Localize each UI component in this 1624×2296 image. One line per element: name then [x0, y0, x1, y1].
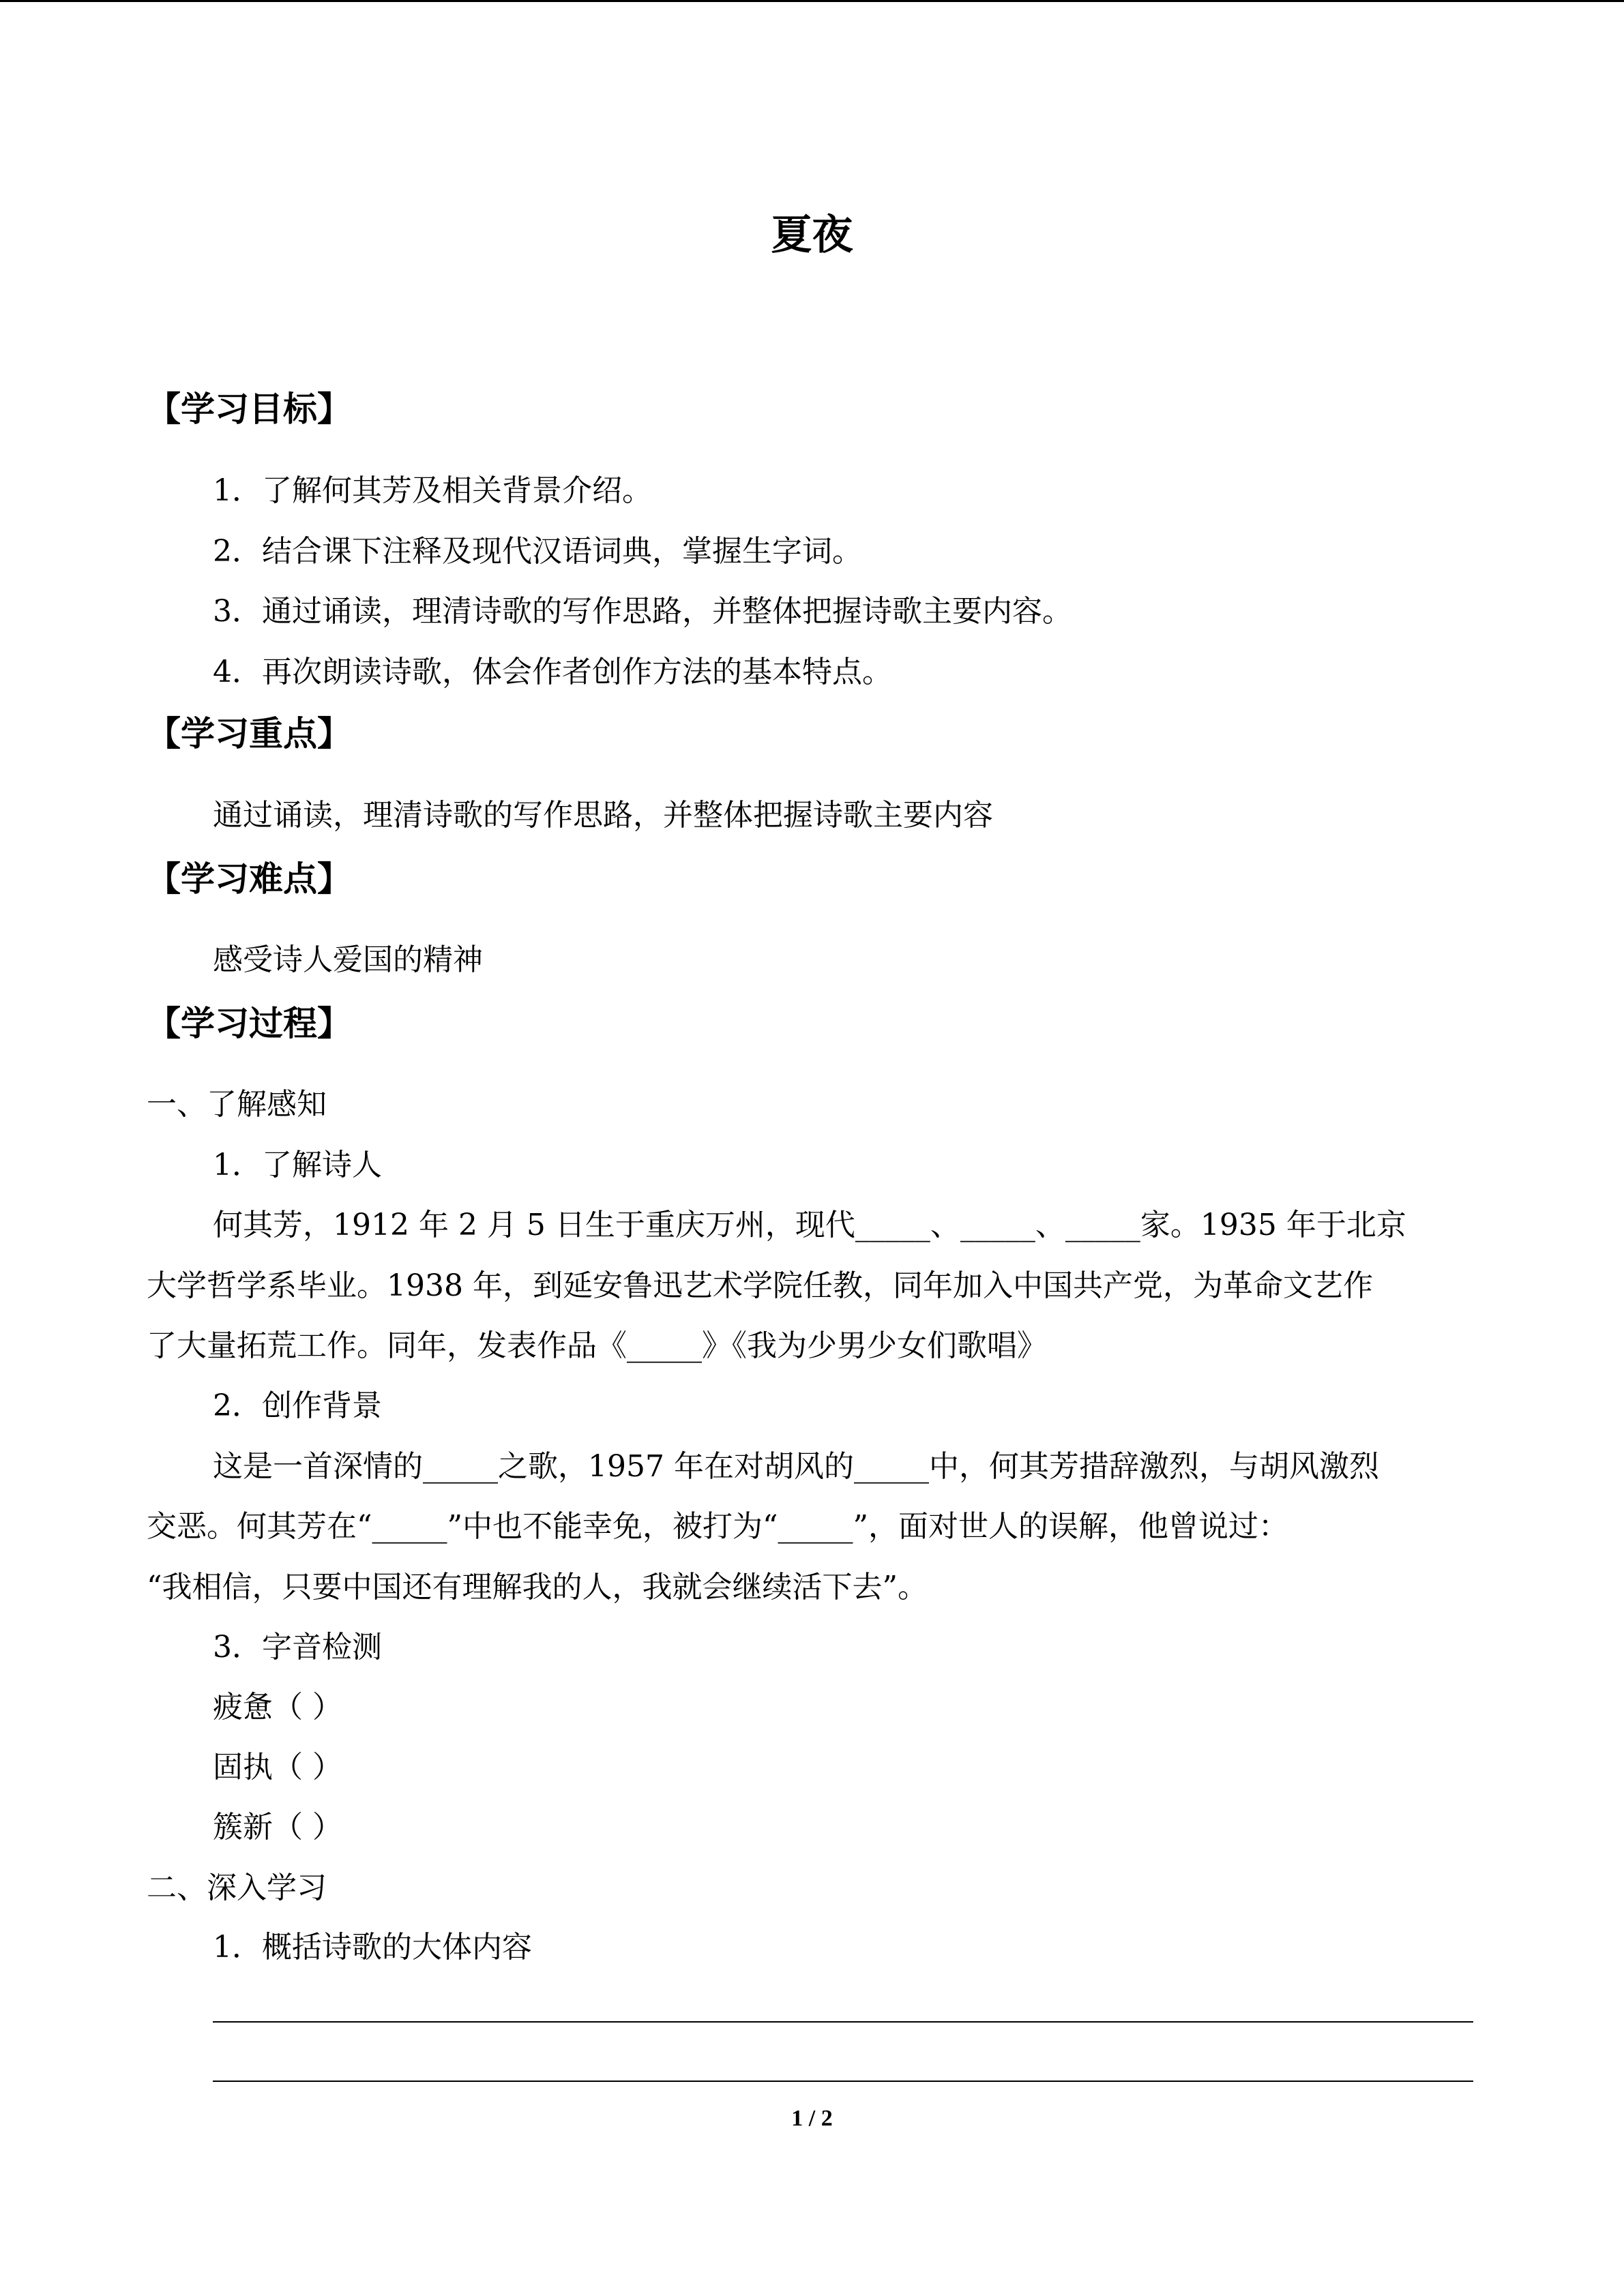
background-para-line-1: 这是一首深情的_____之歌，1957 年在对胡风的_____中，何其芳措辞激烈，与胡风激烈	[213, 1449, 1379, 1484]
item4-title: 1．概括诗歌的大体内容	[213, 1930, 532, 1965]
item1-title: 1．了解诗人	[213, 1148, 382, 1182]
page-top-border	[0, 0, 1624, 2]
background-para-line-3: “我相信，只要中国还有理解我的人，我就会继续活下去”。	[147, 1570, 928, 1605]
answer-line-2[interactable]	[213, 2081, 1473, 2082]
focus-text: 通过诵读，理清诗歌的写作思路，并整体把握诗歌主要内容	[213, 798, 993, 833]
part2-title: 二、深入学习	[147, 1870, 327, 1905]
difficulty-text: 感受诗人爱国的精神	[213, 942, 483, 977]
pinyin-item-2: 固执（ ）	[213, 1750, 342, 1785]
poet-para-line-2: 大学哲学系毕业。1938 年，到延安鲁迅艺术学院任教，同年加入中国共产党，为革命文艺作	[147, 1268, 1373, 1303]
background-para-line-2: 交恶。何其芳在“_____”中也不能幸免，被打为“_____”，面对世人的误解，他曾说过：	[147, 1509, 1288, 1544]
item2-title: 2．创作背景	[213, 1388, 382, 1423]
goal-item-1: 1．了解何其芳及相关背景介绍。	[213, 473, 652, 508]
pinyin-item-1: 疲惫（ ）	[213, 1690, 342, 1725]
part1-title: 一、了解感知	[147, 1087, 327, 1122]
item3-title: 3．字音检测	[213, 1630, 382, 1665]
page-number: 1 / 2	[791, 2106, 833, 2131]
goal-item-4: 4．再次朗读诗歌，体会作者创作方法的基本特点。	[213, 655, 892, 689]
poet-para-line-1: 何其芳，1912 年 2 月 5 日生于重庆万州，现代_____、_____、_____家。1935 年于北京	[213, 1208, 1406, 1242]
pinyin-item-3: 簇新（ ）	[213, 1810, 342, 1845]
goal-item-2: 2．结合课下注释及现代汉语词典，掌握生字词。	[213, 534, 862, 569]
difficulty-heading: 【学习难点】	[147, 859, 351, 899]
focus-heading: 【学习重点】	[147, 714, 351, 754]
poet-para-line-3: 了大量拓荒工作。同年，发表作品《_____》《我为少男少女们歌唱》	[147, 1328, 1047, 1363]
goals-heading: 【学习目标】	[147, 389, 351, 429]
answer-line-1[interactable]	[213, 2021, 1473, 2023]
process-heading: 【学习过程】	[147, 1004, 351, 1043]
goal-item-3: 3．通过诵读，理清诗歌的写作思路，并整体把握诗歌主要内容。	[213, 594, 1072, 629]
page-title: 夏夜	[771, 211, 853, 259]
